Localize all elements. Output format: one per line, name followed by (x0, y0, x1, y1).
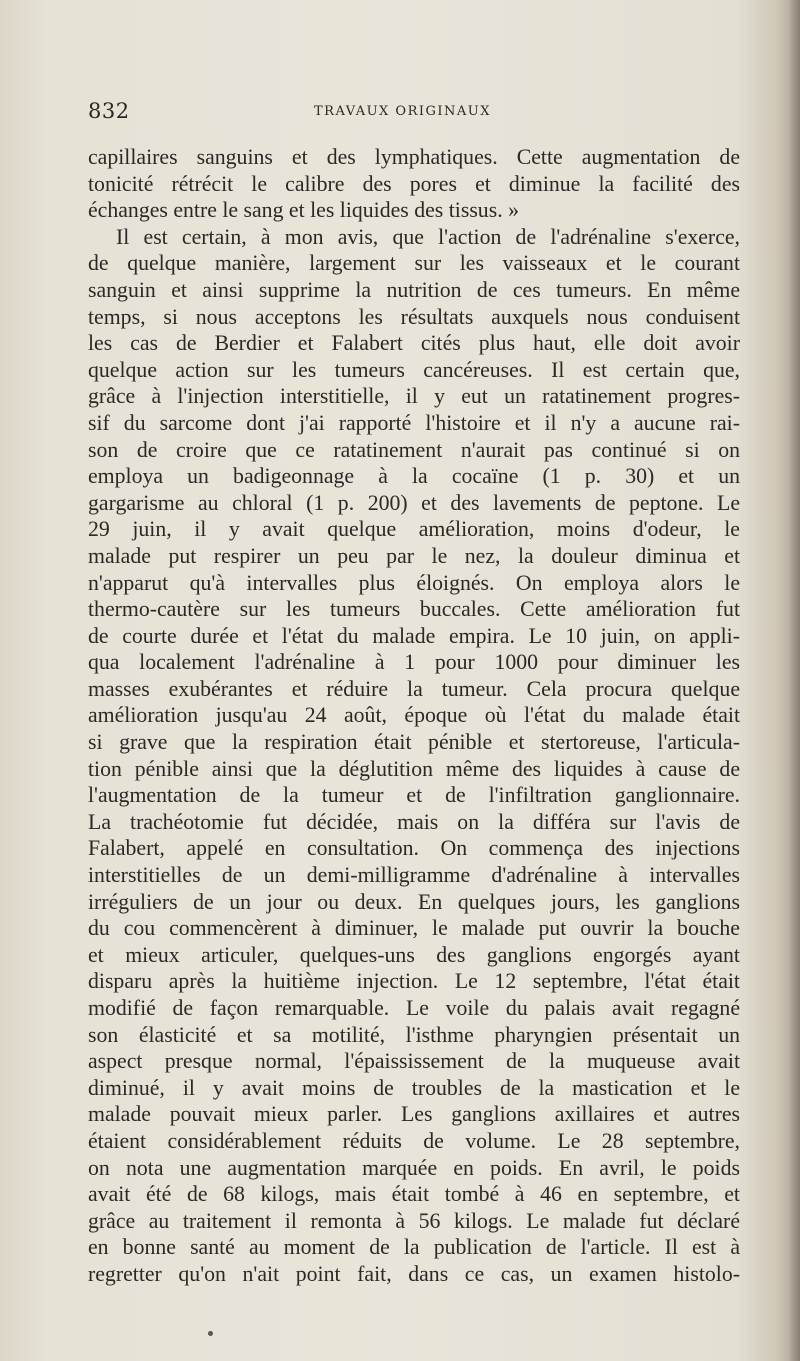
text-line: interstitielles de un demi-milligramme d'adrénaline à intervalles (88, 863, 740, 888)
text-line: malade pouvait mieux parler. Les ganglions axillaires et autres (88, 1102, 740, 1127)
text-line: regretter qu'on n'ait point fait, dans ce cas, un examen histolo- (88, 1261, 740, 1286)
page-header (88, 99, 740, 129)
text-line: avait été de 68 kilogs, mais était tombé à 46 en septembre, et (88, 1182, 740, 1207)
text-line: qua localement l'adrénaline à 1 pour 1000 pour diminuer les (88, 650, 740, 675)
text-line: les cas de Berdier et Falabert cités plus haut, elle doit avoir (88, 331, 740, 356)
text-line: n'apparut qu'à intervalles plus éloignés. On employa alors le (88, 570, 740, 595)
text-line: en bonne santé au moment de la publication de l'article. Il est à (88, 1235, 740, 1260)
text-line: masses exubérantes et réduire la tumeur. Cela procura quelque (88, 676, 740, 701)
text-line: employa un badigeonnage à la cocaïne (1 p. 30) et un (88, 464, 740, 489)
text-line: grâce à l'injection interstitielle, il y eut un ratatinement progres- (88, 384, 740, 409)
text-line: Il est certain, à mon avis, que l'action de l'adrénaline s'exerce, (116, 224, 740, 249)
text-line: malade put respirer un peu par le nez, la douleur diminua et (88, 543, 740, 568)
text-line: amélioration jusqu'au 24 août, époque où l'état du malade était (88, 703, 740, 728)
text-line: de courte durée et l'état du malade empira. Le 10 juin, on appli- (88, 623, 740, 648)
body-text (88, 144, 740, 1288)
text-line: 29 juin, il y avait quelque amélioration, moins d'odeur, le (88, 517, 740, 542)
text-line: grâce au traitement il remonta à 56 kilogs. Le malade fut déclaré (88, 1208, 740, 1233)
text-line: son élasticité et sa motilité, l'isthme pharyngien présentait un (88, 1022, 740, 1047)
text-line: et mieux articuler, quelques-uns des ganglions engorgés ayant (88, 942, 740, 967)
text-line: temps, si nous acceptons les résultats auxquels nous conduisent (88, 304, 740, 329)
text-line: Falabert, appelé en consultation. On commença des injections (88, 836, 740, 861)
page-number: 832 (88, 99, 130, 123)
text-line: sanguin et ainsi supprime la nutrition de ces tumeurs. En même (88, 277, 740, 302)
text-line: du cou commencèrent à diminuer, le malade put ouvrir la bouche (88, 916, 740, 941)
text-line: quelque action sur les tumeurs cancéreuses. Il est certain que, (88, 357, 740, 382)
text-line: aspect presque normal, l'épaississement de la muqueuse avait (88, 1049, 740, 1074)
text-line: échanges entre le sang et les liquides des tissus. » (88, 198, 519, 223)
text-line: tonicité rétrécit le calibre des pores et diminue la facilité des (88, 171, 740, 196)
text-line: diminué, il y avait moins de troubles de la mastication et le (88, 1075, 740, 1100)
text-line: thermo-cautère sur les tumeurs buccales. Cette amélioration fut (88, 597, 740, 622)
text-line: capillaires sanguins et des lymphatiques. Cette augmentation de (88, 145, 740, 169)
running-head: TRAVAUX ORIGINAUX (314, 104, 492, 119)
text-line: de quelque manière, largement sur les vaisseaux et le courant (88, 251, 740, 276)
text-line: on nota une augmentation marquée en poids. En avril, le poids (88, 1155, 740, 1180)
text-line: l'augmentation de la tumeur et de l'infiltration ganglionnaire. (88, 783, 740, 808)
text-line: modifié de façon remarquable. Le voile du palais avait regagné (88, 996, 740, 1020)
text-line: tion pénible ainsi que la déglutition même des liquides à cause de (88, 756, 740, 781)
text-line: disparu après la huitième injection. Le 12 septembre, l'état était (88, 969, 740, 994)
text-line: gargarisme au chloral (1 p. 200) et des lavements de peptone. Le (88, 490, 740, 515)
text-line: étaient considérablement réduits de volume. Le 28 septembre, (88, 1128, 740, 1153)
ink-speck (208, 1331, 213, 1336)
text-line: son de croire que ce ratatinement n'aurait pas continué si on (88, 437, 740, 462)
text-line: sif du sarcome dont j'ai rapporté l'histoire et il n'y a aucune rai- (88, 410, 740, 435)
text-line: si grave que la respiration était pénible et stertoreuse, l'articula- (88, 730, 740, 755)
text-line: irréguliers de un jour ou deux. En quelques jours, les ganglions (88, 889, 740, 914)
text-line: La trachéotomie fut décidée, mais on la différa sur l'avis de (88, 809, 740, 834)
